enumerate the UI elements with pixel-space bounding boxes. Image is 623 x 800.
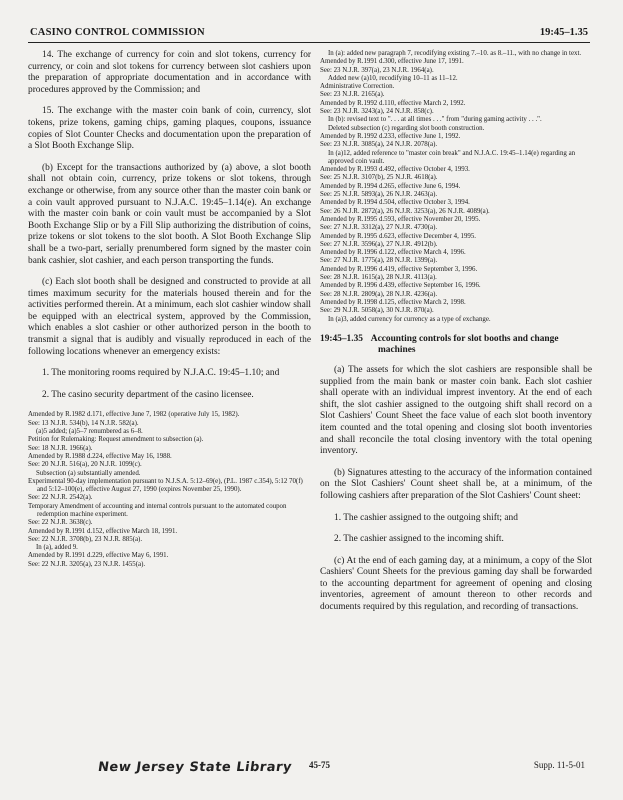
history-note: Amended by R.1982 d.171, effective June 7, 1982 (operative July 15, 1982). [28,411,240,419]
history-note: In (b): revised text to ". . . at all times . . ." from "during gaming activity . . .". [328,116,542,124]
history-note: Amended by R.1992 d.110, effective March 2, 1992. [320,99,466,107]
history-note: Temporary Amendment of accounting and internal controls pursuant to the automated coupon redemption machine experiment. [28,502,287,518]
history-notes-right [320,50,592,324]
history-note: In (a)12, added reference to "master coin break" and N.J.A.C. 19:45–1.14(e) regarding an approved coin vault. [328,149,576,165]
history-note: Petition for Rulemaking: Request amendment to subsection (a). [28,436,204,444]
history-note: See: 27 N.J.R. 3596(a), 27 N.J.R. 4912(b). [320,240,438,248]
paragraph-a15: 15. The exchange with the master coin bank of coin, currency, slot tokens, prize tokens, gaming chips, gaming plaques, coupons, issuance copies of Slot Counter Checks and documentation upon the preparation of a Slot Booth Exchange Slip. [28,106,311,152]
library-logo: New Jersey State Library [96,760,293,775]
paragraph-c2: 2. The casino security department of the casino licensee. [42,389,254,400]
history-notes-left [28,411,311,569]
history-note: Amended by R.1996 d.439, effective September 16, 1996. [320,282,481,290]
supplement-date: Supp. 11-5-01 [533,760,585,770]
section-subsection-c: (c) At the end of each gaming day, at a minimum, a copy of the Slot Cashiers' Count Sheets for the previous gaming day shall be forwarded to the accounting department for agreement of opening and closing inventories, agreement of amount thereon to other records and documents required by this regulation, and recording of transactions. [320,555,592,613]
history-note: See: 28 N.J.R. 2809(a), 28 N.J.R. 4236(a). [320,290,438,298]
history-note: Subsection (a) substantially amended. [36,469,141,477]
paragraph-a14: 14. The exchange of currency for coin and slot tokens, currency for currency, or coin and slot tokens for currency between slot cashiers upon the preparation of appropriate documentation and in accordance with procedures approved by the Commission; and [28,50,311,95]
subsection-c: (c) Each slot booth shall be designed and constructed to provide at all times maximum security for the materials housed therein and for the activities performed therein. At a minimum, each slot cashier window shall be equipped with an electrical system, approved by the Commission, which enables a slot cashier or other authorized person in the booth to transmit a signal that is audibly and visually reproduced in each of the following locations whenever an emergency exists: [28,277,311,357]
history-note: Amended by R.1996 d.419, effective September 3, 1996. [320,265,478,273]
history-note: Amended by R.1995 d.593, effective November 20, 1995. [320,215,481,223]
section-title: Accounting controls for slot booths and change [370,333,559,344]
history-note: See: 22 N.J.R. 3708(b), 23 N.J.R. 885(a). [28,535,143,543]
history-note: Amended by R.1988 d.224, effective May 16, 1988. [28,452,172,460]
history-note: Administrative Correction. [320,83,395,91]
history-note: See: 27 N.J.R. 1775(a), 28 N.J.R. 1399(a). [320,257,438,265]
history-note: See: 22 N.J.R. 3205(a), 23 N.J.R. 1455(a). [28,560,146,568]
history-note: Amended by R.1991 d.152, effective March 18, 1991. [28,527,178,535]
history-note: See: 23 N.J.R. 3085(a), 24 N.J.R. 2078(a). [320,141,438,149]
header-rule [28,42,590,43]
history-note: See: 23 N.J.R. 2165(a). [320,91,385,99]
history-note: Experimental 90-day implementation pursuant to N.J.S.A. 5:12–69(e), (P.L. 1987 c.354), 5:12 70(f) and 5:12–100(e), effective August 27, 1990 (expires November 25, 1990). [28,477,303,494]
history-note: See: 23 N.J.R. 397(a), 23 N.J.R. 1964(a). [320,66,434,74]
history-note: Amended by R.1991 d.300, effective June 17, 1991. [320,58,464,66]
history-note: Deleted subsection (c) regarding slot booth construction. [328,124,485,132]
history-note: In (a)3, added currency for currency as a type of exchange. [328,315,491,323]
history-note: Amended by R.1992 d.233, effective June 1, 1992. [320,132,461,140]
section-subsection-b: (b) Signatures attesting to the accuracy of the information contained on the Slot Cashiers' Count sheet shall be, at a minimum, of the following cashiers after preparation of the Slot Cashiers' Count sheet: [320,467,592,501]
history-note: See: 28 N.J.R. 1615(a), 28 N.J.R. 4113(a). [320,274,437,282]
history-note: Amended by R.1996 d.122, effective March 4, 1996. [320,249,466,257]
history-note: See: 20 N.J.R. 516(a), 20 N.J.R. 1099(c). [28,461,142,469]
section-number: 19:45–1.35 [320,333,363,344]
history-note: Amended by R.1995 d.623, effective December 4, 1995. [320,232,477,240]
running-header-section: 19:45–1.35 [539,27,588,38]
page-number: 45-75 [309,760,330,770]
section-heading [320,334,592,357]
history-note: See: 13 N.J.R. 534(b), 14 N.J.R. 582(a). [28,419,139,427]
history-note: In (a): added new paragraph 7, recodifying existing 7.–10. as 8.–11., with no change in text. [328,50,582,57]
section-paragraph-b2: 2. The cashier assigned to the incoming shift. [334,534,504,545]
history-note: See: 22 N.J.R. 2542(a). [28,494,93,502]
section-subsection-a: (a) The assets for which the slot cashiers are responsible shall be supplied from the main bank or master coin bank. Each slot cashier shall operate with an individual imprest inventory. At the end of each shift, the slot cashier assigned to the outgoing shift shall record on a Slot Cashiers' Count Sheet the face value of each slot booth inventory item counted and the total opening and closing slot booth inventories and shall reconcile the total closing inventory with the total opening inventory. [320,364,592,457]
history-note: Amended by R.1994 d.504, effective October 3, 1994. [320,199,470,207]
history-note: Amended by R.1991 d.229, effective May 6, 1991. [28,552,169,560]
history-note: See: 25 N.J.R. 5893(a), 26 N.J.R. 2463(a). [320,191,438,199]
subsection-b: (b) Except for the transactions authorized by (a) above, a slot booth shall not obtain coin, currency, prize tokens or slot tokens, through exchange or otherwise, from any source other than the master coin bank or a coin vault approved pursuant to N.J.A.C. 19:45–1.14(e). An exchange with the master coin bank or coin vault must be accompanied by a Slot Booth Exchange Slip or by a Fill Slip authorizing the distribution of coins, prize tokens or slot tokens to the slot booth. A Slot Booth Exchange Slip shall be a two-part, serially prenumbered form signed by the master coin bank cashier, slot cashier, and each person transporting the funds. [28,162,311,266]
history-note: (a)5 added; (a)5–7 renumbered as 6–8. [36,428,143,436]
section-paragraph-b1: 1. The cashier assigned to the outgoing shift; and [334,512,518,523]
history-note: Added new (a)10, recodifying 10–11 as 11–12. [328,74,458,82]
history-note: See: 26 N.J.R. 2872(a), 26 N.J.R. 3253(a), 26 N.J.R. 4089(a). [320,207,490,215]
history-note: In (a), added 9. [36,544,78,552]
history-note: See: 23 N.J.R. 3243(a), 24 N.J.R. 858(c). [320,108,434,116]
history-note: Amended by R.1998 d.125, effective March 2, 1998. [320,298,466,306]
history-note: See: 18 N.J.R. 1966(a). [28,444,93,452]
left-column [28,50,311,569]
paragraph-c1: 1. The monitoring rooms required by N.J.A.C. 19:45–1.10; and [42,368,280,379]
history-note: See: 22 N.J.R. 3638(c). [28,519,93,527]
history-note: Amended by R.1994 d.265, effective June 6, 1994. [320,182,461,190]
right-column [320,50,592,624]
history-note: Amended by R.1993 d.492, effective October 4, 1993. [320,166,470,174]
history-note: See: 29 N.J.R. 5058(a), 30 N.J.R. 870(a). [320,307,434,315]
section-title-continued: machines [378,345,416,356]
history-note: See: 25 N.J.R. 3107(b), 25 N.J.R. 4618(a). [320,174,438,182]
history-note: See: 27 N.J.R. 3312(a), 27 N.J.R. 4730(a). [320,224,438,232]
running-header-title: CASINO CONTROL COMMISSION [30,27,205,38]
